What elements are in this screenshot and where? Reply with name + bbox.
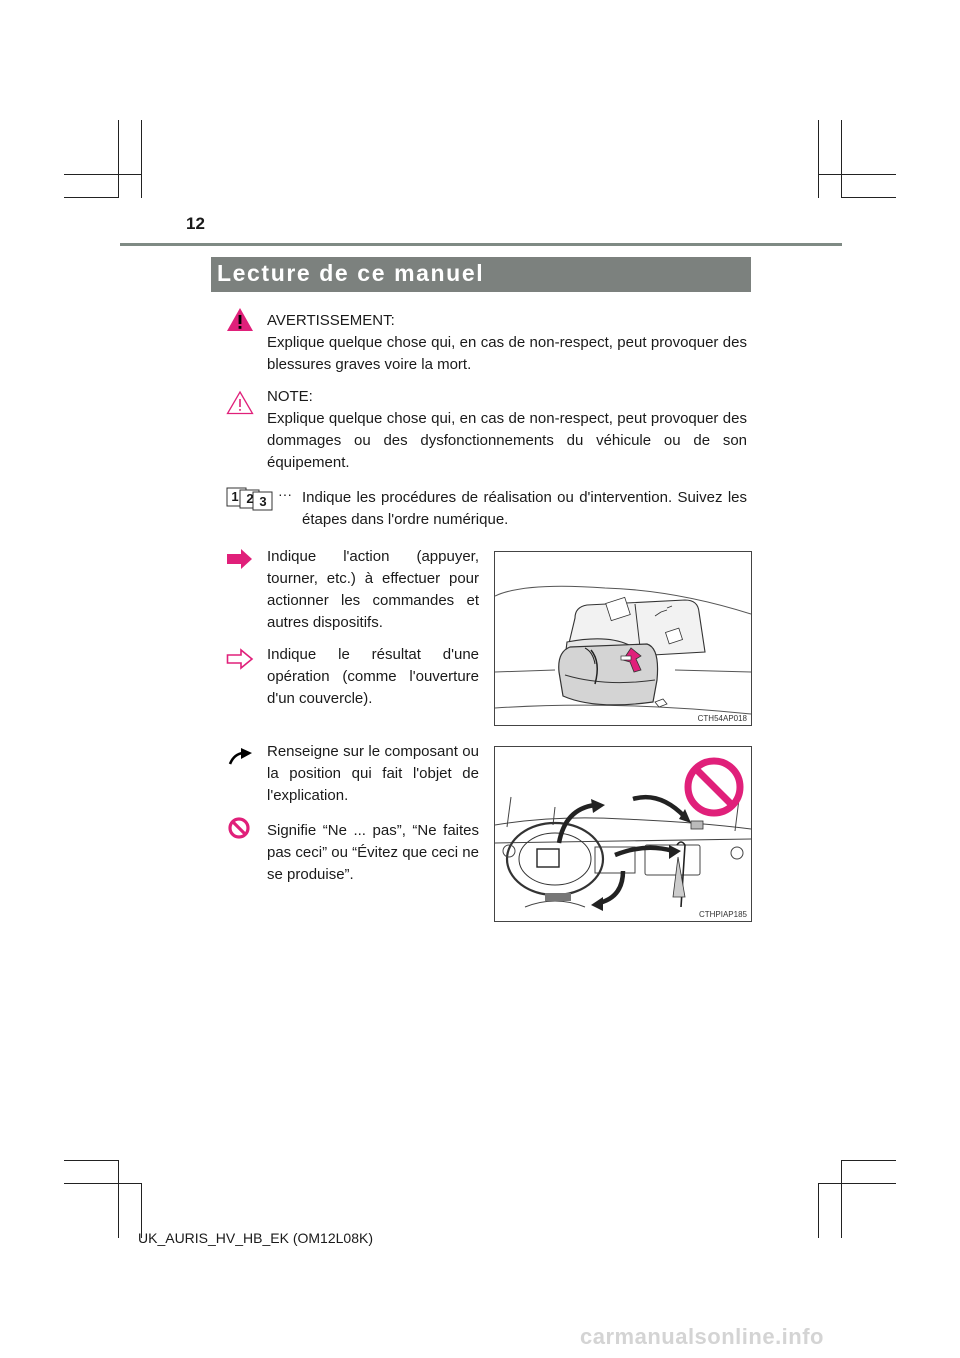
step-ellipsis: ··· — [278, 486, 292, 502]
notice-description: Explique quelque chose qui, en cas de non-respect, peut provoquer des dommages ou des dysfonctionnements du véhicule ou de son équipement. — [267, 410, 747, 471]
watermark: carmanualsonline.info — [580, 1324, 824, 1349]
page-number: 12 — [186, 214, 205, 233]
prohibition-circle-icon — [228, 817, 250, 839]
crop-mark — [141, 120, 142, 198]
crop-mark — [818, 174, 896, 175]
warning-description: Explique quelque chose qui, en cas de non-respect, peut provoquer des blessures graves voire la mort. — [267, 334, 747, 373]
step-numbers-icon — [226, 486, 296, 514]
crop-mark — [64, 174, 142, 175]
outline-arrow-icon — [226, 648, 254, 670]
header-rule — [120, 243, 842, 246]
result-description: Indique le résultat d'une opération (comme l'ouverture d'un couvercle). — [267, 646, 479, 707]
prohibited-description: Signifie “Ne ... pas”, “Ne faites pas ceci” ou “Évitez que ceci ne se produise”. — [267, 822, 479, 883]
warning-triangle-icon — [226, 307, 254, 332]
warning-block — [267, 310, 747, 376]
crop-mark — [118, 120, 119, 198]
overhead-console-illustration — [494, 551, 752, 726]
crop-mark — [841, 197, 896, 198]
location-description: Renseigne sur le composant ou la position qui fait l'objet de l'explication. — [267, 743, 479, 804]
figure-code: CTHPIAP185 — [698, 910, 747, 919]
crop-mark — [841, 1160, 842, 1238]
crop-mark — [64, 1183, 142, 1184]
figure-code: CTH54AP018 — [697, 714, 747, 723]
crop-mark — [64, 1160, 119, 1161]
section-banner — [211, 257, 751, 292]
crop-mark — [841, 120, 842, 198]
step-label-1: 1 — [231, 489, 239, 504]
steps-description: Indique les procédures de réalisation ou d'intervention. Suivez les étapes dans l'ordre numérique. — [302, 489, 747, 528]
notice-block — [267, 386, 747, 474]
crop-mark — [64, 197, 119, 198]
action-description: Indique l'action (appuyer, tourner, etc.) à effectuer pour actionner les commandes et autres dispositifs. — [267, 548, 479, 631]
crop-mark — [818, 1183, 896, 1184]
filled-arrow-icon — [226, 548, 254, 570]
notice-triangle-outline-icon — [226, 390, 254, 415]
dashboard-prohibition-illustration — [494, 746, 752, 922]
crop-mark — [841, 1160, 896, 1161]
step-label-2: 2 — [246, 491, 254, 506]
crop-mark — [118, 1160, 119, 1238]
crop-mark — [818, 1183, 819, 1238]
notice-heading: NOTE: — [267, 388, 313, 405]
curved-pointer-arrow-icon — [228, 746, 254, 766]
step-label-3: 3 — [259, 494, 267, 509]
warning-heading: AVERTISSEMENT: — [267, 312, 395, 329]
footer-code: UK_AURIS_HV_HB_EK (OM12L08K) — [138, 1230, 373, 1246]
crop-mark — [818, 120, 819, 198]
section-title: Lecture de ce manuel — [217, 260, 485, 286]
